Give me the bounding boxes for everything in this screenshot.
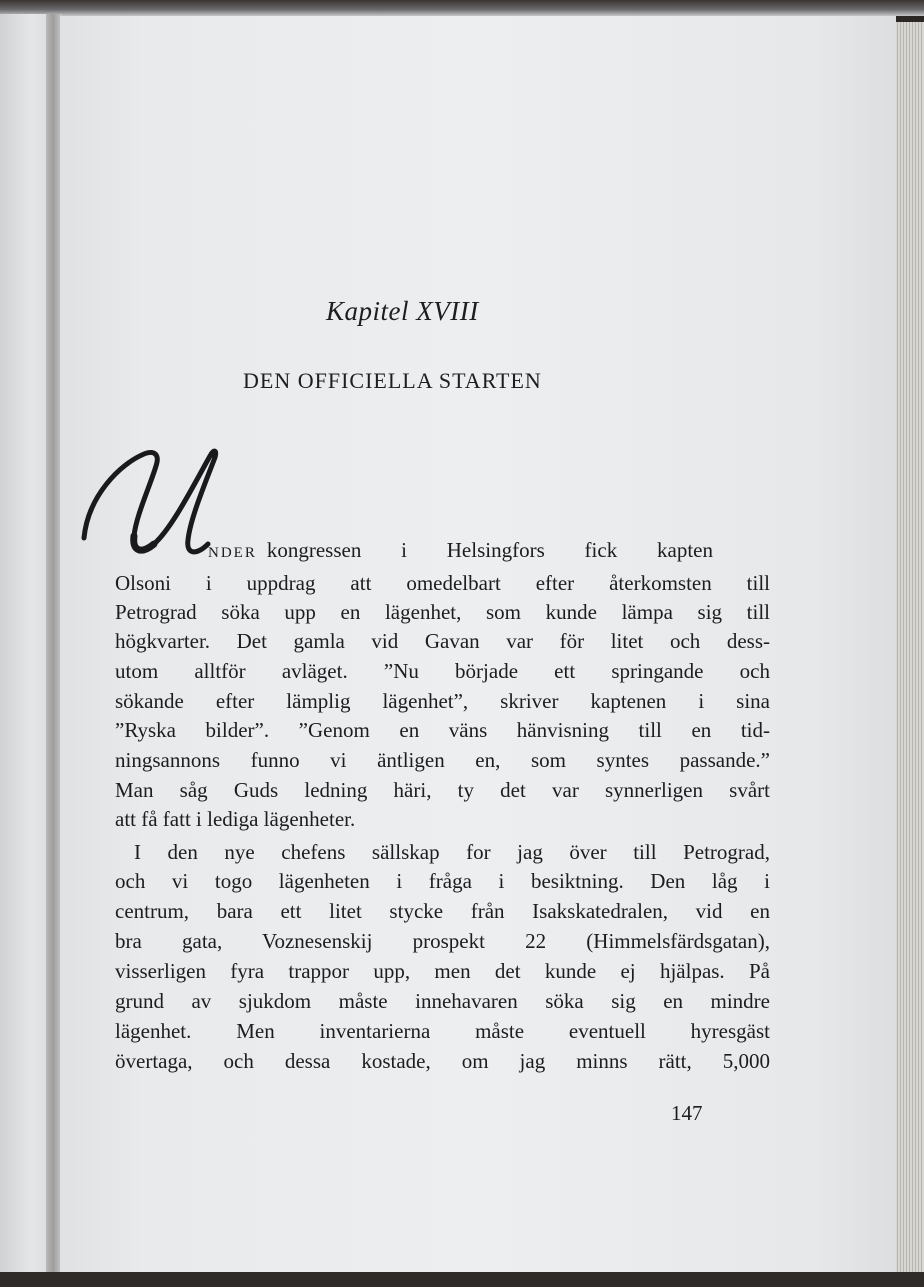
- text-line: att få fatt i lediga lägenheter.: [115, 807, 356, 831]
- text-line: I den nye chefens sällskap for jag över till Petrograd,: [134, 840, 770, 864]
- text-line: Petrograd söka upp en lägenhet, som kunde lämpa sig till: [115, 600, 770, 624]
- chapter-label: Kapitel XVIII: [326, 296, 479, 326]
- text-line: bra gata, Voznesenskij prospekt 22 (Himmelsfärdsgatan),: [115, 929, 770, 953]
- page-number: 147: [671, 1101, 703, 1125]
- text-line: övertaga, och dessa kostade, om jag minns rätt, 5,000: [115, 1049, 770, 1073]
- chapter-title: DEN OFFICIELLA STARTEN: [243, 368, 542, 393]
- text-line: grund av sjukdom måste innehavaren söka sig en mindre: [115, 989, 770, 1013]
- book-page: [60, 16, 896, 1272]
- text-line: Olsoni i uppdrag att omedelbart efter återkomsten till: [115, 571, 770, 595]
- first-line-rest: kongressen i Helsingfors fick kapten: [266, 538, 713, 562]
- text-line: och vi togo lägenheten i fråga i besiktning. Den låg i: [115, 869, 770, 893]
- text-line: lägenhet. Men inventarierna måste eventuell hyresgäst: [115, 1019, 770, 1043]
- text-line: visserligen fyra trappor upp, men det kunde ej hjälpas. På: [115, 959, 770, 983]
- text-line: sökande efter lämplig lägenhet”, skriver kaptenen i sina: [115, 689, 770, 713]
- first-line: [208, 538, 713, 563]
- text-line: utom alltför avläget. ”Nu började ett springande och: [115, 659, 770, 683]
- page-stack-edge: [892, 22, 924, 1272]
- first-line-smallcaps: NDER: [208, 545, 257, 561]
- book-top-edge: [0, 0, 924, 16]
- text-line: ”Ryska bilder”. ”Genom en väns hänvisning till en tid-: [115, 718, 770, 742]
- text-line: Man såg Guds ledning häri, ty det var synnerligen svårt: [115, 778, 770, 802]
- text-line: ningsannons funno vi äntligen en, som syntes passande.”: [115, 748, 770, 772]
- text-line: högkvarter. Det gamla vid Gavan var för litet och dess-: [115, 629, 770, 653]
- text-line: centrum, bara ett litet stycke från Isakskatedralen, vid en: [115, 899, 770, 923]
- left-page-edge: [0, 14, 52, 1276]
- book-bottom-edge: [0, 1272, 924, 1287]
